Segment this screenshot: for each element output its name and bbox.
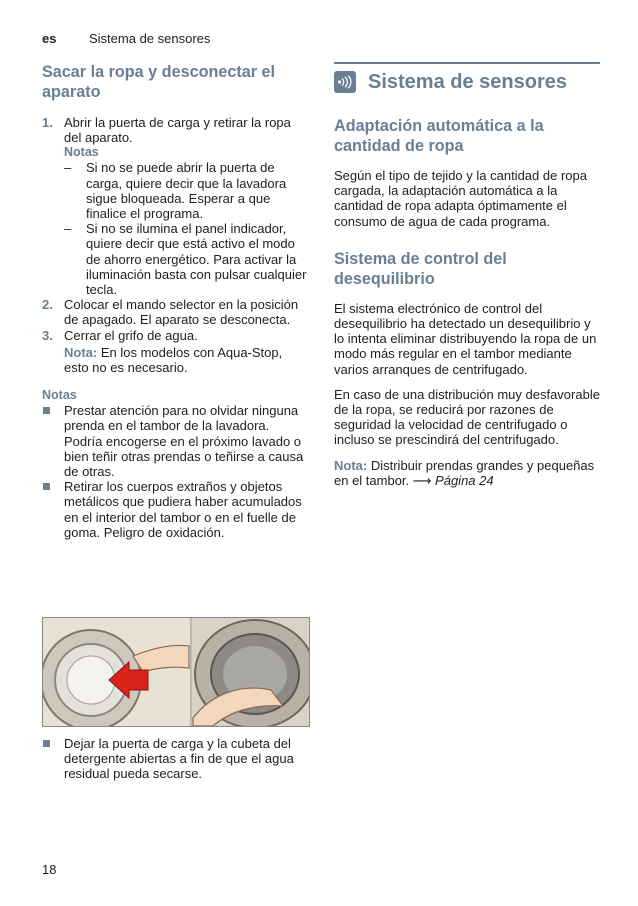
step-number: 1. bbox=[42, 115, 53, 130]
subheading-imbalance-control: Sistema de control del desequilibrio bbox=[334, 249, 507, 288]
door-and-drum-image bbox=[43, 618, 309, 726]
dash-marker: – bbox=[64, 160, 72, 176]
notes-label: Notas bbox=[42, 388, 77, 403]
bullet-marker bbox=[43, 407, 50, 414]
bullet-item: Dejar la puerta de carga y la cubeta del detergente abiertas a fin de que el agua residual pueda secarse. bbox=[42, 736, 310, 782]
washer-door-illustration bbox=[42, 617, 310, 727]
page-reference-link[interactable]: Página 24 bbox=[435, 472, 494, 488]
right-column bbox=[334, 62, 600, 488]
note-item: – Si no se ilumina el panel indicador, quiere decir que está activo el modo de ahorro energético. Para activar la iluminación basta con pulsar cualquier tecla. bbox=[64, 221, 307, 298]
notes-label: Notas bbox=[64, 145, 99, 160]
step-text: Colocar el mando selector en la posición de apagado. El aparato se desconecta. bbox=[64, 297, 299, 328]
step-text: Abrir la puerta de carga y retirar la ropa del aparato. bbox=[64, 115, 291, 146]
step-text: Cerrar el grifo de agua. bbox=[64, 327, 198, 343]
imbalance-text-2: En caso de una distribución muy desfavorable de la ropa, se reducirá por razones de seguridad la velocidad de centrifugado o incluso se prescindirá del centrifugado. bbox=[334, 386, 600, 448]
step-note bbox=[64, 345, 310, 375]
imbalance-text-1: El sistema electrónico de control del desequilibrio ha detectado un desequilibrio y lo intenta eliminar distribuyendo la ropa de un modo más regular en el tambor mediante varios arranques de centrifugado. bbox=[334, 300, 597, 377]
bullet-item: Prestar atención para no olvidar ninguna prenda en el tambor de la lavadora. Podría encogerse en el próximo lavado o bien teñir otras prendas o teñirse a causa de otras. bbox=[42, 403, 310, 479]
note-item: – Si no se puede abrir la puerta de carga, quiere decir que la lavadora sigue bloqueada. Esperar a que finalice el programa. bbox=[64, 160, 287, 222]
step-3 bbox=[42, 328, 310, 376]
nota-label: Nota: bbox=[334, 457, 368, 473]
language-code: es bbox=[42, 31, 57, 46]
nota-text: Distribuir prendas grandes y pequeñas en el tambor. bbox=[334, 457, 595, 488]
nota-label: Nota: bbox=[64, 344, 98, 360]
bullet-marker bbox=[43, 740, 50, 747]
bullet-item: Retirar los cuerpos extraños y objetos metálicos que pudiera haber acumulados en el interior del tambor o en el fuelle de goma. Peligro de oxidación. bbox=[42, 479, 310, 540]
section-heading-unload: Sacar la ropa y desconectar el aparato bbox=[42, 63, 276, 101]
nota-text: En los modelos con Aqua-Stop, esto no es necesario. bbox=[64, 344, 283, 376]
left-column bbox=[42, 62, 310, 540]
subheading-load-adaptation: Adaptación automática a la cantidad de ropa bbox=[334, 117, 544, 155]
imbalance-note bbox=[334, 458, 600, 488]
feature-title: Sistema de sensores bbox=[368, 71, 567, 93]
step-number: 3. bbox=[42, 327, 53, 343]
dash-marker: – bbox=[64, 221, 72, 237]
arrow-icon: ⟶ bbox=[412, 472, 432, 488]
sensor-icon bbox=[334, 71, 356, 93]
step-1 bbox=[42, 115, 310, 297]
load-adaptation-text: Según el tipo de tejido y la cantidad de ropa cargada, la adaptación automática a la cantidad de ropa adapta óptimamente el consumo de agua de cada programa. bbox=[334, 168, 587, 229]
feature-header bbox=[334, 62, 600, 94]
page-number: 18 bbox=[42, 862, 57, 877]
running-header: Sistema de sensores bbox=[89, 31, 211, 46]
step-2 bbox=[42, 297, 310, 327]
bullet-marker bbox=[43, 483, 50, 490]
step-number: 2. bbox=[42, 297, 53, 313]
after-illustration bbox=[42, 736, 310, 782]
